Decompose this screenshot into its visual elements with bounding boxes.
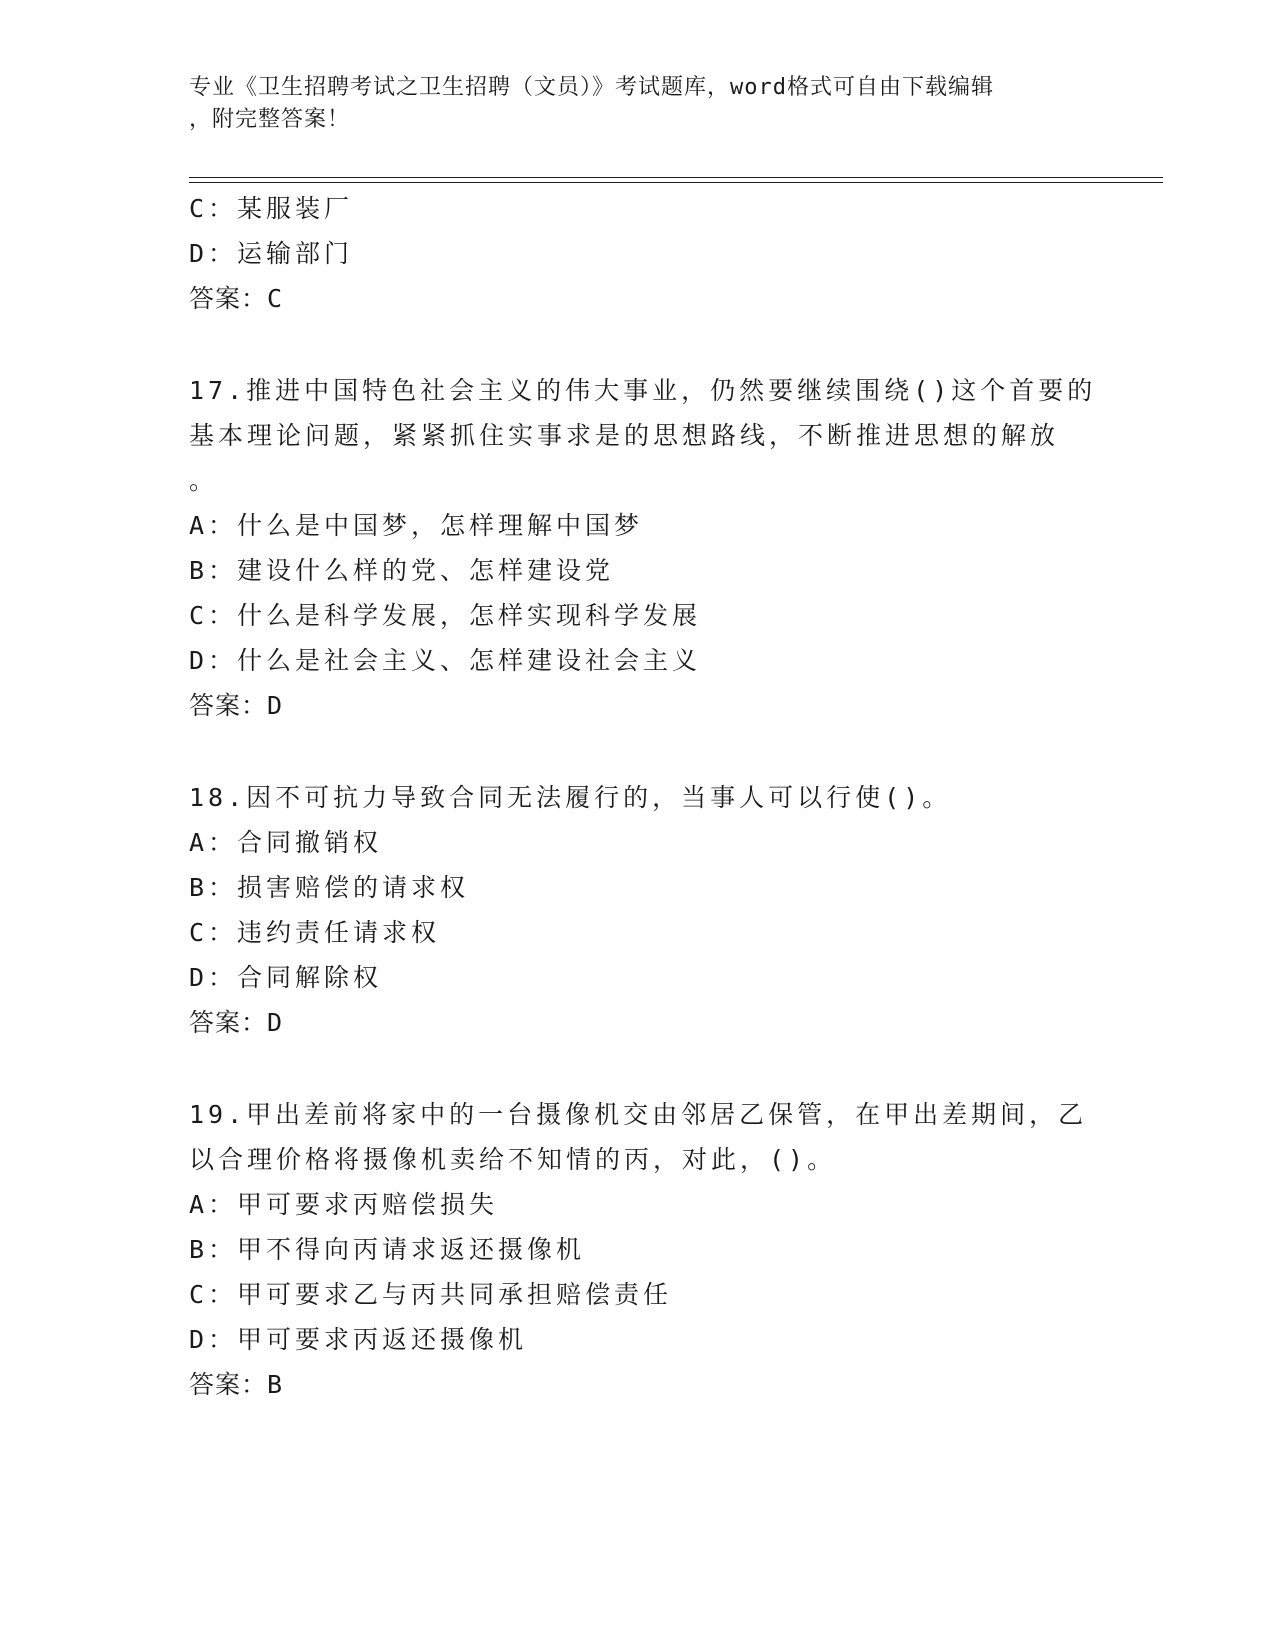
option-b: B：损害赔偿的请求权 bbox=[189, 873, 470, 902]
question-block-17 bbox=[189, 368, 1097, 728]
question-block-16 bbox=[189, 186, 1089, 321]
option-c: C：什么是科学发展，怎样实现科学发展 bbox=[189, 601, 702, 630]
question-stem-line: 。 bbox=[189, 466, 219, 495]
option-a: A：合同撤销权 bbox=[189, 828, 383, 857]
header-divider-top bbox=[189, 177, 1163, 178]
option-b: B：建设什么样的党、怎样建设党 bbox=[189, 556, 615, 585]
answer-line: 答案：D bbox=[189, 691, 284, 720]
question-stem-line: 基本理论问题，紧紧抓住实事求是的思想路线，不断推进思想的解放 bbox=[189, 421, 1060, 450]
spacer bbox=[189, 728, 1089, 775]
answer-line: 答案：D bbox=[189, 1008, 284, 1037]
option-d: D：什么是社会主义、怎样建设社会主义 bbox=[189, 646, 702, 675]
answer-line: 答案：C bbox=[189, 284, 284, 313]
option-d: D：甲可要求丙返还摄像机 bbox=[189, 1325, 528, 1354]
option-d: D：运输部门 bbox=[189, 239, 354, 268]
question-block-18 bbox=[189, 775, 1089, 1045]
option-c: C：某服装厂 bbox=[189, 194, 354, 223]
spacer bbox=[189, 321, 1089, 368]
option-a: A：甲可要求丙赔偿损失 bbox=[189, 1190, 499, 1219]
document-header bbox=[189, 72, 1079, 136]
header-divider-bottom bbox=[189, 182, 1163, 183]
option-c: C：甲可要求乙与丙共同承担赔偿责任 bbox=[189, 1280, 673, 1309]
question-block-19 bbox=[189, 1092, 1089, 1407]
question-stem-line: 18.因不可抗力导致合同无法履行的，当事人可以行使()。 bbox=[189, 783, 952, 812]
answer-line: 答案：B bbox=[189, 1370, 284, 1399]
option-d: D：合同解除权 bbox=[189, 963, 383, 992]
question-list bbox=[189, 186, 1097, 1407]
spacer bbox=[189, 1045, 1089, 1092]
option-c: C：违约责任请求权 bbox=[189, 918, 441, 947]
option-b: B：甲不得向丙请求返还摄像机 bbox=[189, 1235, 586, 1264]
header-title-line-2: ，附完整答案！ bbox=[189, 107, 351, 132]
header-title-line-1: 专业《卫生招聘考试之卫生招聘（文员）》考试题库，word格式可自由下载编辑 bbox=[189, 75, 994, 100]
option-a: A：什么是中国梦，怎样理解中国梦 bbox=[189, 511, 644, 540]
question-stem-line: 以合理价格将摄像机卖给不知情的丙，对此，()。 bbox=[189, 1145, 837, 1174]
question-stem-line: 17.推进中国特色社会主义的伟大事业，仍然要继续围绕()这个首要的 bbox=[189, 376, 1097, 405]
question-stem-line: 19.甲出差前将家中的一台摄像机交由邻居乙保管，在甲出差期间，乙 bbox=[189, 1100, 1088, 1129]
